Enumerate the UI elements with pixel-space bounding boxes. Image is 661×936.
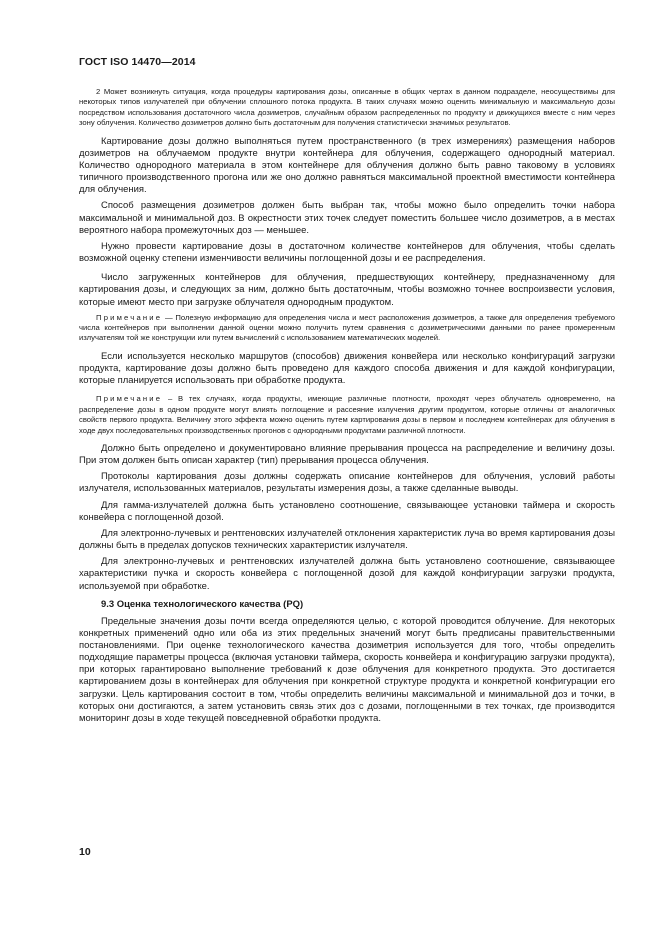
section-heading-9-3: 9.3 Оценка технологического качества (PQ)	[101, 598, 304, 610]
document-header: ГОСТ ISO 14470—2014	[79, 56, 196, 68]
paragraph-process-interruption: Должно быть определено и документировано влияние прерывания процесса на распределение и величину дозы. При этом должен быть описан характер (тип) прерывания процесса облучения.	[79, 442, 615, 467]
note-4-label: Примечание	[96, 394, 163, 404]
paragraph-mapping-protocols: Протоколы картирования дозы должны содержать описание контейнеров для облучения, условий работы излучателя, использованных материалов, результаты измерения дозы, а также сделанные выводы.	[79, 471, 615, 495]
note-2: 2 Может возникнуть ситуация, когда процедуры картирования дозы, описанные в общих чертах в данном подразделе, неосуществимы для некоторых типов излучателей при облучении сплошного потока продукта. В таких случаях можно оценить минимальную и максимальную дозы посредством использования достаточного числа дозиметров, случайным образом распределенных по продукту и движущихся вместе с ним через зону облучения. Количество дозиметров должно быть достаточным для получения статистически значимых результатов.	[79, 87, 615, 128]
note-4-text: – В тех случаях, когда продукты, имеющие различные плотности, проходят через облучатель одновременно, на распределение дозы в одном продукте могут влиять поглощение и рассеяние излучения другим продуктом, которые отличны от аналогичных свойств первого продукта. Величину этого эффекта можно оценить путем картирования дозы в первом и последнем контейнерах для облучения в ходе двух последовательных производственных прогонов с однородными продуктами различной плотности.	[79, 394, 615, 435]
note-4	[79, 394, 615, 436]
note-3	[79, 313, 615, 344]
paragraph-beam-deviations: Для электронно-лучевых и рентгеновских излучателей отклонения характеристик луча во время картирования дозы должны быть в пределах допусков технических характеристик излучателя.	[79, 527, 615, 552]
paragraph-beam-relation: Для электронно-лучевых и рентгеновских излучателей должна быть установлено соотношение, связывающее характеристики пучка и скорость конвейера с поглощенной дозой для каждой конфигурации загрузки продукта, используемой при обработке.	[79, 556, 615, 592]
paragraph-conveyor-routes: Если используется несколько маршрутов (способов) движения конвейера или несколько конфигураций загрузки продукта, картирование дозы должно быть проведено для каждого способа движения и для каждой конфигурации, которые планируется использовать при обработке продукта.	[79, 350, 615, 387]
paragraph-dose-mapping: Картирование дозы должно выполняться путем пространственного (в трех измерениях) размещения наборов дозиметров на облучаемом продукте внутри контейнера для облучения, содержащего однородный материал. Количество однородного материала в этом контейнере для облучения должно быть равно таковому в условиях типичного производственного прогона или же оно должно равняться максимальной проектной вместимости контейнера для облучения.	[79, 135, 615, 196]
note-3-label: Примечание	[96, 312, 163, 322]
document-page	[79, 56, 615, 729]
paragraph-gamma-irradiators: Для гамма-излучателей должна быть установлено соотношение, связывающее установки таймера и скорость конвейера с поглощенной дозой.	[79, 499, 615, 523]
paragraph-container-count: Нужно провести картирование дозы в достаточном количестве контейнеров для облучения, чтобы сделать возможной оценку степени изменчивости величины поглощенной дозы и ее распределения.	[79, 240, 615, 265]
note-3-text: — Полезную информацию для определения числа и мест расположения дозиметров, а также для определения требуемого числа контейнеров при выполнении данной оценки можно получить путем сравнения с дозиметрическими данными по ранее промеренным излучателям той же конструкции или путем вычислений с использованием математических моделей.	[79, 312, 615, 343]
page-number: 10	[79, 846, 91, 858]
paragraph-loaded-containers: Число загруженных контейнеров для облучения, предшествующих контейнеру, предназначенному для картирования дозы, и следующих за ним, должно быть достаточным, чтобы возможно точнее воспроизвести условия, которые имеют место при загрузке облучателя однородным продуктом.	[79, 272, 615, 308]
paragraph-pq-assessment: Предельные значения дозы почти всегда определяются целью, с которой проводится облучение. Для некоторых конкретных применений одно или оба из этих предельных значений могут быть предписаны правительственными постановлениями. При оценке технологического качества дозиметрия используется для того, чтобы определить подходящие параметры процесса (включая установки таймера, скорость конвейера и конфигурацию загрузки продукта), при которых гарантировано выполнение требований к дозе облучения для конкретного продукта. Это достигается картированием дозы в контейнерах для облучения при конкретной структуре продукта и конкретной конфигурации его загрузки. Цель картирования состоит в том, чтобы определить величины максимальной и минимальной доз и точки, в которых они достигаются, а затем установить связь этих доз с дозами, поглощенными в тех точках, где производится мониторинг дозы в ходе текущей повседневной обработки продукта.	[79, 615, 615, 724]
paragraph-dosimeter-placement: Способ размещения дозиметров должен быть выбран так, чтобы можно было определить точки набора максимальной и минимальной доз. В окрестности этих точек следует поместить большее число дозиметров, а в местах вероятного набора промежуточных доз — меньшее.	[79, 200, 615, 236]
